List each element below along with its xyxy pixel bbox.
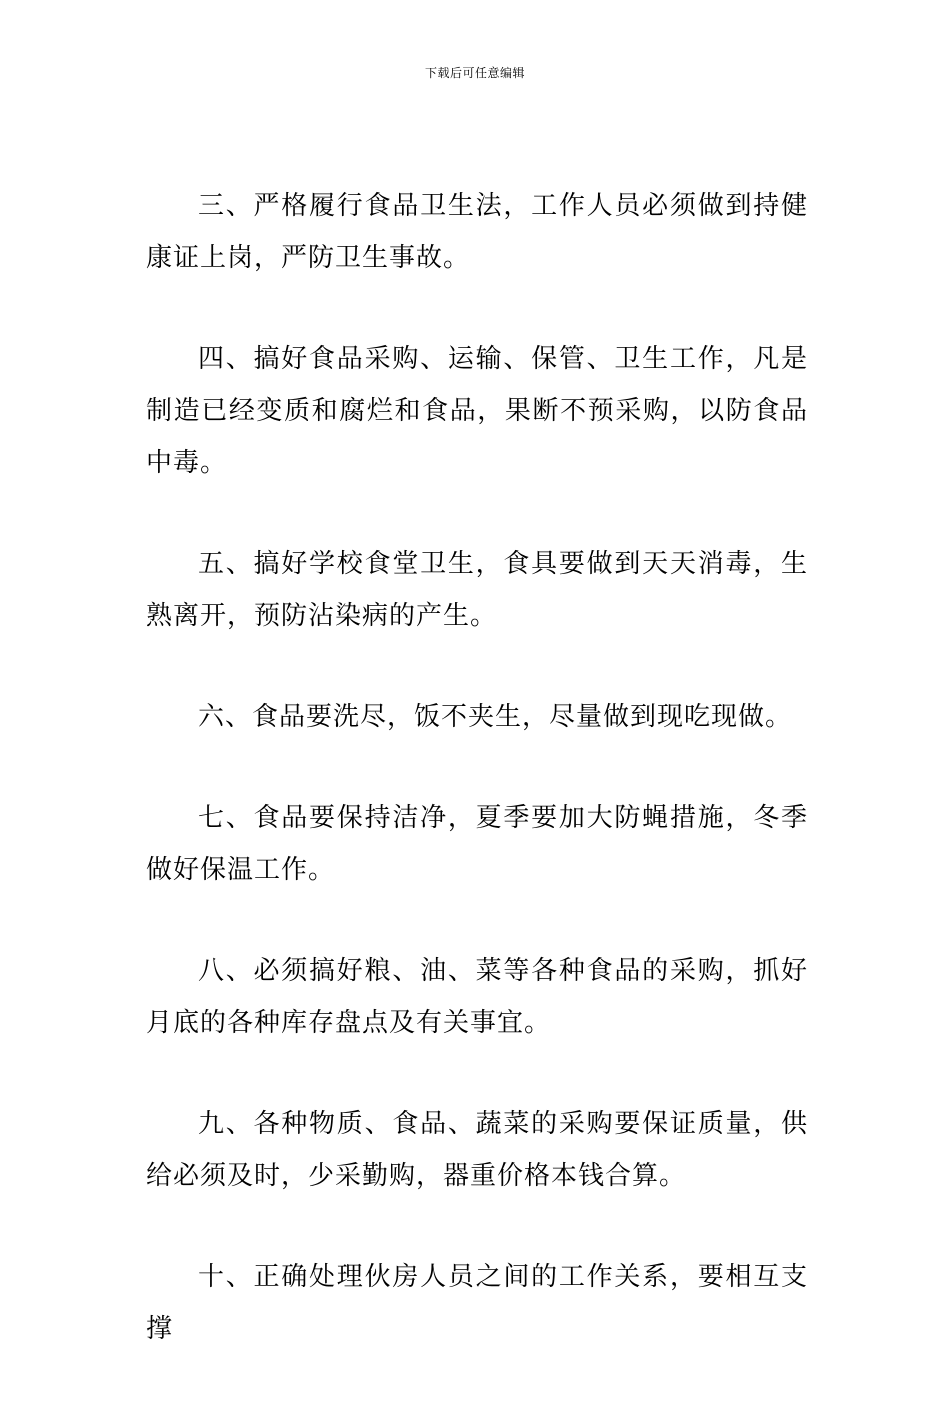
paragraph-item-3: 三、严格履行食品卫生法，工作人员必须做到持健康证上岗，严防卫生事故。: [146, 191, 808, 273]
paragraph-item-5: 五、搞好学校食堂卫生，食具要做到天天消毒，生熟离开，预防沾染病的产生。: [146, 549, 808, 631]
document-body: [146, 180, 808, 1404]
paragraph-item-9: 九、各种物质、食品、蔬菜的采购要保证质量，供给必须及时，少采勤购，器重价格本钱合算。: [146, 1109, 808, 1191]
paragraph-item-4: 四、搞好食品采购、运输、保管、卫生工作，凡是制造已经变质和腐烂和食品，果断不预采购，以防食品中毒。: [146, 344, 808, 478]
paragraph-item-7: 七、食品要保持洁净，夏季要加大防蝇措施，冬季做好保温工作。: [146, 803, 808, 885]
page-header: 下载后可任意编辑: [424, 66, 525, 80]
paragraph-item-6: 六、食品要洗尽，饭不夹生，尽量做到现吃现做。: [198, 702, 793, 732]
paragraph-item-10: 十、正确处理伙房人员之间的工作关系，要相互支撑: [146, 1262, 808, 1344]
paragraph-item-8: 八、必须搞好粮、油、菜等各种食品的采购，抓好月底的各种库存盘点及有关事宜。: [146, 956, 808, 1038]
